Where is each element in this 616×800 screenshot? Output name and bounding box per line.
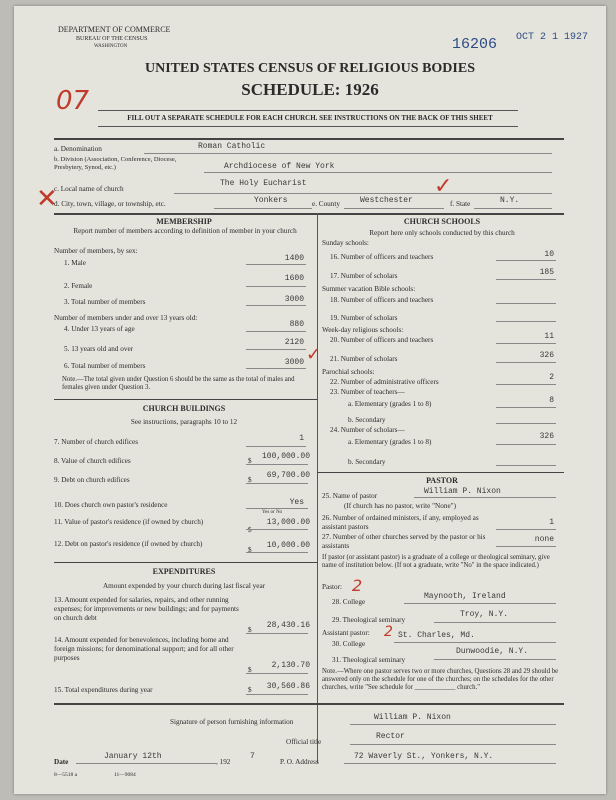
q28-label: 28. College — [332, 598, 366, 606]
bureau-name: BUREAU OF THE CENSUS — [76, 36, 148, 42]
q15-label: 15. Total expenditures during year — [54, 686, 153, 694]
q26-value: 1 — [549, 518, 554, 527]
q4-value: 880 — [289, 320, 304, 329]
year-value: 7 — [250, 752, 255, 761]
po-address-label: P. O. Address — [280, 758, 319, 766]
q24b-label: b. Secondary — [348, 458, 386, 466]
expenditures-intro: Amount expended by your church during last fiscal year — [102, 582, 266, 590]
assistant-pastor-subheading: Assistant pastor: — [322, 629, 370, 637]
department-name: DEPARTMENT OF COMMERCE — [58, 25, 171, 34]
q29-label: 29. Theological seminary — [332, 616, 406, 624]
q24a-label: a. Elementary (grades 1 to 8) — [348, 438, 432, 446]
handwritten-mark: 07 — [56, 86, 90, 116]
q29-value: Troy, N.Y. — [460, 610, 509, 619]
buildings-heading: CHURCH BUILDINGS — [142, 404, 226, 413]
q11-dollar: $ — [248, 526, 252, 534]
membership-intro: Report number of members according to definition of member in your church — [73, 227, 297, 235]
church-name-label: c. Local name of church — [54, 185, 124, 193]
q21-value: 326 — [539, 351, 554, 360]
q5-value: 2120 — [284, 338, 304, 347]
city-label: d. City, town, village, or township, etc. — [54, 200, 166, 208]
q8-label: 8. Value of church edifices — [54, 457, 131, 465]
form-subtitle: SCHEDULE: 1926 — [241, 80, 379, 99]
q17-label: 17. Number of scholars — [330, 272, 398, 280]
q27-label: 27. Number of other churches served by the pastor or his assistants — [322, 533, 486, 550]
official-title-value: Rector — [376, 732, 405, 741]
county-label: e. County — [312, 200, 340, 208]
q14-label: 14. Amount expended for benevolences, including home and foreign missions; for denominational support; and for all other purposes — [54, 636, 234, 662]
form-title: UNITED STATES CENSUS OF RELIGIOUS BODIES — [144, 61, 475, 76]
q19-label: 19. Number of scholars — [330, 314, 398, 322]
parochial-schools-label: Parochial schools: — [322, 368, 375, 376]
summer-schools-label: Summer vacation Bible schools: — [322, 285, 416, 293]
q22-label: 22. Number of administrative officers — [330, 378, 439, 386]
form-instruction: FILL OUT A SEPARATE SCHEDULE FOR EACH CHURCH. SEE INSTRUCTIONS ON THE BACK OF THIS SHEET — [127, 114, 493, 122]
state-label: f. State — [450, 200, 471, 208]
denomination-label: a. Denomination — [54, 145, 102, 153]
sunday-schools-label: Sunday schools: — [322, 239, 369, 247]
census-schedule-sheet — [14, 6, 606, 794]
q15-value: 30,560.86 — [266, 682, 310, 691]
q31-value: Dunwoodie, N.Y. — [456, 647, 529, 656]
county-value: Westchester — [360, 196, 413, 205]
q25-label: 25. Name of pastor — [322, 492, 378, 500]
members-by-sex-label: Number of members, by sex: — [54, 247, 138, 255]
print-number: 11—9084 — [114, 772, 136, 778]
expenditures-heading: EXPENDITURES — [152, 567, 216, 576]
q3-label: 3. Total number of members — [64, 298, 146, 306]
q25-value: William P. Nixon — [424, 487, 501, 496]
q22-value: 2 — [549, 373, 554, 382]
received-date-stamp: OCT 2 1 1927 — [516, 32, 589, 43]
q12-value: 10,000.00 — [266, 541, 310, 550]
q7-label: 7. Number of church edifices — [54, 438, 139, 446]
q16-label: 16. Number of officers and teachers — [330, 253, 434, 261]
division-value: Archdiocese of New York — [224, 162, 335, 171]
q23-label: 23. Number of teachers— — [330, 388, 405, 396]
q9-dollar: $ — [248, 476, 252, 484]
official-title-label: Official title — [286, 738, 322, 746]
q3-value: 3000 — [284, 295, 304, 304]
q11-label: 11. Value of pastor's residence (if owned by church) — [54, 518, 204, 526]
q13-label: 13. Amount expended for salaries, repairs, and other running expenses; for improvements or new buildings; and for payments on church debt — [54, 596, 239, 622]
division-label: b. Division (Association, Conference, Diocese, Presbytery, Synod, etc.) — [54, 156, 177, 171]
signature-label: Signature of person furnishing information — [170, 718, 294, 726]
q9-label: 9. Debt on church edifices — [54, 476, 130, 484]
membership-note: Note.—The total given under Question 6 should be the same as the total of males and females given under Question 3. — [62, 376, 295, 391]
q6-label: 6. Total number of members — [64, 362, 146, 370]
q30-label: 30. College — [332, 640, 366, 648]
q2-value: 1600 — [284, 274, 304, 283]
schedule-number: 16206 — [452, 36, 498, 53]
pastor-handwritten-mark: 2 — [352, 576, 363, 595]
q25-note: (If church has no pastor, write "None") — [344, 502, 456, 510]
q24a-value: 326 — [539, 432, 554, 441]
schools-intro: Report here only schools conducted by this church — [369, 229, 515, 237]
q14-value: 2,130.70 — [271, 661, 310, 670]
buildings-intro: See instructions, paragraphs 10 to 12 — [130, 418, 238, 426]
city-value: Yonkers — [254, 196, 288, 205]
q2-label: 2. Female — [64, 282, 93, 290]
q23b-label: b. Secondary — [348, 416, 386, 424]
date-value: January 12th — [104, 752, 162, 761]
q24-label: 24. Number of scholars— — [330, 426, 405, 434]
members-by-age-label: Number of members under and over 13 years old: — [54, 314, 198, 322]
year-prefix: , 192 — [216, 758, 231, 766]
q7-value: 1 — [299, 434, 304, 443]
denomination-value: Roman Catholic — [198, 142, 266, 151]
q4-label: 4. Under 13 years of age — [64, 325, 135, 333]
q9-value: 69,700.00 — [266, 471, 310, 480]
q26-label: 26. Number of ordained ministers, if any, employed as assistant pastors — [322, 514, 479, 531]
handwritten-checkmark: ✕ — [36, 184, 58, 214]
q10-value: Yes — [289, 498, 304, 507]
q8-value: 100,000.00 — [261, 452, 310, 461]
assistant-handwritten-mark: 2 — [384, 624, 393, 640]
county-checkmark: ✓ — [434, 174, 453, 199]
q12-label: 12. Debt on pastor's residence (if owned by church) — [54, 540, 203, 548]
date-label: Date — [54, 758, 69, 766]
q27-value: none — [534, 535, 554, 544]
pastor-note: Note.—Where one pastor serves two or more churches, Questions 28 and 29 should be answered only on the schedule for one of the churches; on the schedules for the other churches, write "See schedule for ____________ church." — [322, 668, 559, 691]
form-number: 8—5518 a — [54, 772, 78, 778]
q18-label: 18. Number of officers and teachers — [330, 296, 434, 304]
q16-value: 10 — [544, 250, 554, 259]
q12-dollar: $ — [248, 546, 252, 554]
q8-dollar: $ — [248, 457, 252, 465]
pastor-subheading: Pastor: — [322, 583, 342, 591]
bureau-city: WASHINGTON — [94, 44, 128, 49]
q13-value: 28,430.16 — [266, 621, 310, 630]
pastor-heading: PASTOR — [426, 476, 458, 485]
yes-or-no-hint: Yes or No — [262, 510, 283, 515]
q6-value: 3000 — [284, 358, 304, 367]
state-value: N.Y. — [500, 196, 520, 205]
q10-label: 10. Does church own pastor's residence — [54, 501, 168, 509]
q21-label: 21. Number of scholars — [330, 355, 398, 363]
q1-label: 1. Male — [64, 259, 86, 267]
total-checkmark: ✓ — [306, 344, 322, 365]
q1-value: 1400 — [284, 254, 304, 263]
weekday-schools-label: Week-day religious schools: — [322, 326, 404, 334]
q14-dollar: $ — [248, 666, 252, 674]
q28-value: Maynooth, Ireland — [424, 592, 506, 601]
signature-value: William P. Nixon — [374, 713, 451, 722]
q11-value: 13,000.00 — [266, 518, 310, 527]
graduate-note: If pastor (or assistant pastor) is a graduate of a college or theological seminary, give name of institution below. (If not a graduate, write "No" in the space indicated.) — [322, 554, 550, 569]
schools-heading: CHURCH SCHOOLS — [403, 217, 481, 226]
q31-label: 31. Theological seminary — [332, 656, 406, 664]
q5-label: 5. 13 years old and over — [64, 345, 134, 353]
q15-dollar: $ — [248, 686, 252, 694]
membership-heading: MEMBERSHIP — [156, 217, 212, 226]
po-address-value: 72 Waverly St., Yonkers, N.Y. — [354, 752, 494, 761]
q20-label: 20. Number of officers and teachers — [330, 336, 434, 344]
q17-value: 185 — [539, 268, 554, 277]
q20-value: 11 — [544, 332, 554, 341]
q30-value: St. Charles, Md. — [398, 631, 475, 640]
q13-dollar: $ — [248, 626, 252, 634]
q23a-label: a. Elementary (grades 1 to 8) — [348, 400, 432, 408]
q23a-value: 8 — [549, 396, 554, 405]
church-name-value: The Holy Eucharist — [220, 179, 307, 188]
